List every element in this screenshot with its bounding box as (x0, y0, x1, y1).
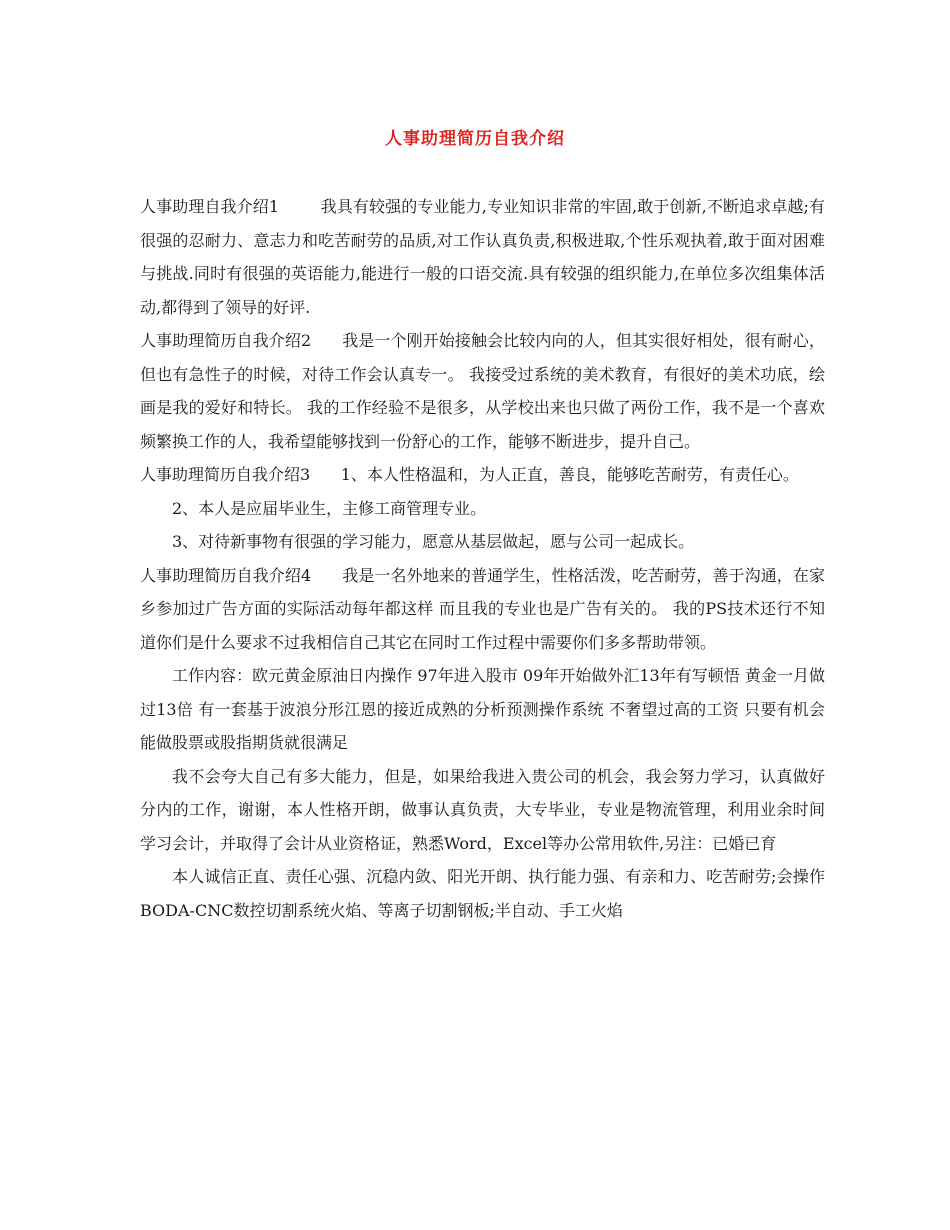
document-body (140, 190, 825, 927)
paragraph-intro-3 (140, 458, 825, 492)
section-heading-3: 人事助理简历自我介绍3 (140, 465, 311, 484)
section-heading-4: 人事助理简历自我介绍4 (140, 565, 312, 585)
paragraph-item-3: 3、对待新事物有很强的学习能力，愿意从基层做起，愿与公司一起成长。 (172, 532, 695, 551)
section-text-1: 我具有较强的专业能力,专业知识非常的牢固,敢于创新,不断追求卓越;有很强的忍耐力、意志力和吃苦耐劳的品质,对工作认真负责,积极进取,个性乐观执着,敢于面对困难与挑战.同时有很强的英语能力,能进行一般的口语交流.具有较强的组织能力,在单位多次组集体活动,都得到了领导的好评. (140, 197, 826, 317)
section-text-3: 1、本人性格温和，为人正直，善良，能够吃苦耐劳，有责任心。 (340, 465, 799, 484)
paragraph-intro-1 (140, 190, 825, 324)
document-title: 人事助理简历自我介绍 (385, 129, 565, 149)
paragraph-intro-4 (140, 559, 825, 660)
section-heading-1: 人事助理自我介绍1 (140, 197, 280, 216)
section-text-2: 我是一个刚开始接触会比较内向的人，但其实很好相处，很有耐心，但也有急性子的时候，对待工作会认真专一。 我接受过系统的美术教育，有很好的美术功底，绘画是我的爱好和特长。 我的工作经验不是很多，从学校出来也只做了两份工作，我不是一个喜欢频繁换工作的人，我希望能够找到一份舒心的工作，能够不断进步，提升自己。 (140, 331, 825, 451)
paragraph-personal-traits: 本人诚信正直、责任心强、沉稳内敛、阳光开朗、执行能力强、有亲和力、吃苦耐劳;会操作BODA-CNC数控切割系统火焰、等离子切割钢板;半自动、手工火焰 (140, 867, 825, 920)
section-text-4: 我是一名外地来的普通学生，性格活泼，吃苦耐劳，善于沟通，在家乡参加过广告方面的实际活动每年都这样 而且我的专业也是广告有关的。 我的PS技术还行不知道你们是什么要求不过我相信自己其它在同时工作过程中需要你们多多帮助带领。 (140, 565, 825, 652)
section-heading-2: 人事助理简历自我介绍2 (140, 331, 312, 350)
paragraph-work-content: 工作内容：欧元黄金原油日内操作 97年进入股市 09年开始做外汇13年有写顿悟 黄金一月做过13倍 有一套基于波浪分形江恩的接近成熟的分析预测操作系统 不奢望过高的工资 只要有机会能做股票或股指期货就很满足 (140, 666, 825, 752)
paragraph-self-statement: 我不会夸大自己有多大能力，但是，如果给我进入贵公司的机会，我会努力学习，认真做好分内的工作，谢谢，本人性格开朗，做事认真负责，大专毕业，专业是物流管理，利用业余时间学习会计，并取得了会计从业资格证，熟悉Word，Excel等办公常用软件,另注：已婚已育 (140, 766, 825, 853)
paragraph-intro-2 (140, 324, 825, 458)
paragraph-item-2: 2、本人是应届毕业生，主修工商管理专业。 (172, 498, 487, 518)
